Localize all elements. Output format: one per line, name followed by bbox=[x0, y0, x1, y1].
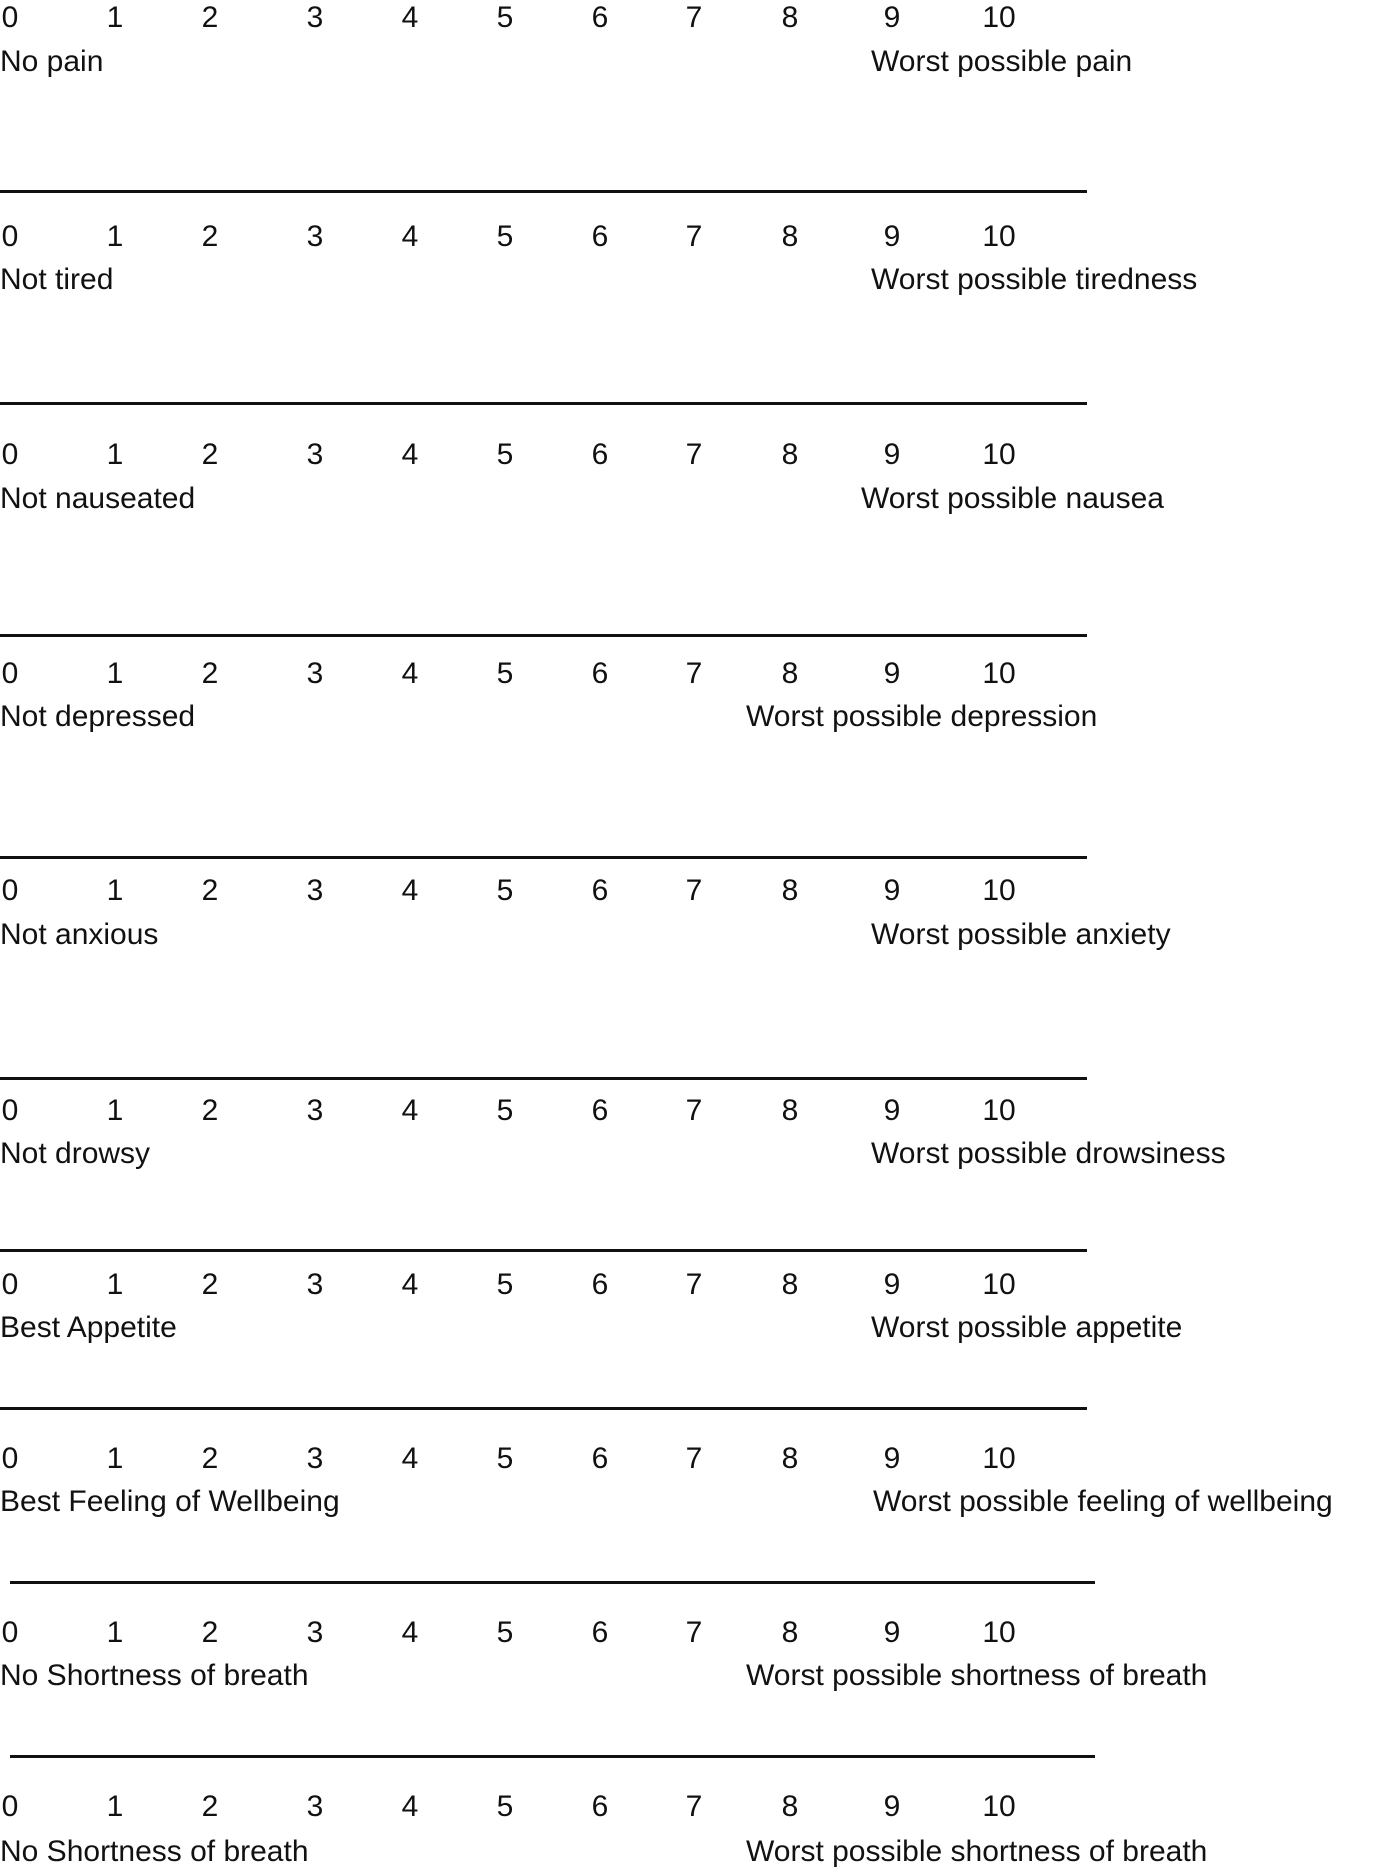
scale-number-6[interactable]: 6 bbox=[591, 1616, 609, 1649]
scale-number-0[interactable]: 0 bbox=[1, 1790, 19, 1823]
scale-number-7[interactable]: 7 bbox=[685, 1268, 703, 1301]
scale-number-4[interactable]: 4 bbox=[401, 1790, 419, 1823]
scale-number-10[interactable]: 10 bbox=[982, 1790, 1016, 1823]
scale-number-2[interactable]: 2 bbox=[201, 438, 219, 471]
scale-number-9[interactable]: 9 bbox=[883, 220, 901, 253]
scale-number-0[interactable]: 0 bbox=[1, 1094, 19, 1127]
scale-number-8[interactable]: 8 bbox=[781, 657, 799, 690]
left-anchor-label: Best Appetite bbox=[0, 1311, 177, 1344]
right-anchor-label: Worst possible tiredness bbox=[871, 263, 1198, 296]
scale-number-5[interactable]: 5 bbox=[496, 1442, 514, 1475]
scale-number-0[interactable]: 0 bbox=[1, 874, 19, 907]
right-anchor-label: Worst possible feeling of wellbeing bbox=[873, 1485, 1333, 1518]
scale-number-9[interactable]: 9 bbox=[883, 1790, 901, 1823]
scale-number-10[interactable]: 10 bbox=[982, 874, 1016, 907]
scale-number-8[interactable]: 8 bbox=[781, 438, 799, 471]
scale-number-2[interactable]: 2 bbox=[201, 1616, 219, 1649]
scale-number-3[interactable]: 3 bbox=[306, 1094, 324, 1127]
scale-number-4[interactable]: 4 bbox=[401, 220, 419, 253]
right-anchor-label: Worst possible shortness of breath bbox=[746, 1835, 1208, 1868]
scale-number-9[interactable]: 9 bbox=[883, 1616, 901, 1649]
left-anchor-label: Best Feeling of Wellbeing bbox=[0, 1485, 340, 1518]
scale-number-7[interactable]: 7 bbox=[685, 438, 703, 471]
scale-number-1[interactable]: 1 bbox=[106, 1616, 124, 1649]
scale-number-8[interactable]: 8 bbox=[781, 1, 799, 34]
scale-number-6[interactable]: 6 bbox=[591, 874, 609, 907]
scale-number-3[interactable]: 3 bbox=[306, 1268, 324, 1301]
scale-number-6[interactable]: 6 bbox=[591, 657, 609, 690]
scale-number-10[interactable]: 10 bbox=[982, 1, 1016, 34]
scale-number-9[interactable]: 9 bbox=[883, 1, 901, 34]
scale-number-10[interactable]: 10 bbox=[982, 1616, 1016, 1649]
scale-number-2[interactable]: 2 bbox=[201, 1268, 219, 1301]
scale-number-1[interactable]: 1 bbox=[106, 438, 124, 471]
scale-number-8[interactable]: 8 bbox=[781, 1442, 799, 1475]
scale-number-6[interactable]: 6 bbox=[591, 1790, 609, 1823]
scale-number-1[interactable]: 1 bbox=[106, 1094, 124, 1127]
scale-number-5[interactable]: 5 bbox=[496, 438, 514, 471]
scale-number-9[interactable]: 9 bbox=[883, 438, 901, 471]
right-anchor-label: Worst possible depression bbox=[746, 700, 1098, 733]
scale-number-3[interactable]: 3 bbox=[306, 874, 324, 907]
scale-number-3[interactable]: 3 bbox=[306, 657, 324, 690]
scale-number-5[interactable]: 5 bbox=[496, 657, 514, 690]
scale-number-8[interactable]: 8 bbox=[781, 874, 799, 907]
scale-number-0[interactable]: 0 bbox=[1, 1268, 19, 1301]
scale-number-0[interactable]: 0 bbox=[1, 1, 19, 34]
scale-number-0[interactable]: 0 bbox=[1, 657, 19, 690]
scale-number-1[interactable]: 1 bbox=[106, 874, 124, 907]
scale-number-4[interactable]: 4 bbox=[401, 1, 419, 34]
left-anchor-label: Not drowsy bbox=[0, 1137, 151, 1170]
scale-number-3[interactable]: 3 bbox=[306, 1, 324, 34]
scale-number-8[interactable]: 8 bbox=[781, 1268, 799, 1301]
scale-number-2[interactable]: 2 bbox=[201, 874, 219, 907]
scale-number-4[interactable]: 4 bbox=[401, 874, 419, 907]
right-anchor-label: Worst possible nausea bbox=[861, 482, 1164, 515]
divider-line bbox=[0, 856, 1087, 859]
scale-number-7[interactable]: 7 bbox=[685, 657, 703, 690]
scale-number-5[interactable]: 5 bbox=[496, 1790, 514, 1823]
scale-number-6[interactable]: 6 bbox=[591, 438, 609, 471]
right-anchor-label: Worst possible appetite bbox=[871, 1311, 1183, 1344]
scale-number-10[interactable]: 10 bbox=[982, 438, 1016, 471]
divider-line bbox=[0, 634, 1087, 637]
scale-number-0[interactable]: 0 bbox=[1, 1442, 19, 1475]
divider-line bbox=[0, 190, 1087, 193]
scale-number-9[interactable]: 9 bbox=[883, 1094, 901, 1127]
scale-number-9[interactable]: 9 bbox=[883, 1442, 901, 1475]
scale-number-5[interactable]: 5 bbox=[496, 1, 514, 34]
scale-number-4[interactable]: 4 bbox=[401, 1442, 419, 1475]
scale-number-5[interactable]: 5 bbox=[496, 220, 514, 253]
scale-number-5[interactable]: 5 bbox=[496, 1094, 514, 1127]
scale-number-2[interactable]: 2 bbox=[201, 1442, 219, 1475]
scale-number-3[interactable]: 3 bbox=[306, 220, 324, 253]
divider-line bbox=[0, 1077, 1087, 1080]
divider-line bbox=[0, 1249, 1087, 1252]
scale-number-10[interactable]: 10 bbox=[982, 1094, 1016, 1127]
scale-number-2[interactable]: 2 bbox=[201, 220, 219, 253]
scale-number-7[interactable]: 7 bbox=[685, 1616, 703, 1649]
scale-number-3[interactable]: 3 bbox=[306, 1790, 324, 1823]
scale-number-7[interactable]: 7 bbox=[685, 1, 703, 34]
right-anchor-label: Worst possible drowsiness bbox=[871, 1137, 1226, 1170]
divider-line bbox=[0, 1407, 1087, 1410]
scale-number-8[interactable]: 8 bbox=[781, 1094, 799, 1127]
scale-number-6[interactable]: 6 bbox=[591, 1, 609, 34]
scale-number-7[interactable]: 7 bbox=[685, 1790, 703, 1823]
left-anchor-label: Not anxious bbox=[0, 918, 159, 951]
scale-number-8[interactable]: 8 bbox=[781, 1790, 799, 1823]
left-anchor-label: Not nauseated bbox=[0, 482, 196, 515]
scale-number-2[interactable]: 2 bbox=[201, 657, 219, 690]
scale-number-5[interactable]: 5 bbox=[496, 1616, 514, 1649]
left-anchor-label: No Shortness of breath bbox=[0, 1835, 309, 1868]
divider-line bbox=[10, 1581, 1095, 1584]
scale-number-4[interactable]: 4 bbox=[401, 1616, 419, 1649]
scale-number-2[interactable]: 2 bbox=[201, 1, 219, 34]
left-anchor-label: Not tired bbox=[0, 263, 114, 296]
left-anchor-label: Not depressed bbox=[0, 700, 196, 733]
scale-number-3[interactable]: 3 bbox=[306, 1616, 324, 1649]
scale-number-10[interactable]: 10 bbox=[982, 1442, 1016, 1475]
right-anchor-label: Worst possible shortness of breath bbox=[746, 1659, 1208, 1692]
scale-number-9[interactable]: 9 bbox=[883, 657, 901, 690]
scale-number-4[interactable]: 4 bbox=[401, 438, 419, 471]
scale-number-1[interactable]: 1 bbox=[106, 220, 124, 253]
scale-number-7[interactable]: 7 bbox=[685, 1094, 703, 1127]
scale-number-7[interactable]: 7 bbox=[685, 1442, 703, 1475]
right-anchor-label: Worst possible anxiety bbox=[871, 918, 1171, 951]
scale-number-9[interactable]: 9 bbox=[883, 1268, 901, 1301]
scale-number-10[interactable]: 10 bbox=[982, 657, 1016, 690]
scale-number-1[interactable]: 1 bbox=[106, 1, 124, 34]
scale-number-3[interactable]: 3 bbox=[306, 1442, 324, 1475]
scale-number-3[interactable]: 3 bbox=[306, 438, 324, 471]
divider-line bbox=[0, 402, 1087, 405]
scale-number-5[interactable]: 5 bbox=[496, 874, 514, 907]
scale-number-7[interactable]: 7 bbox=[685, 874, 703, 907]
left-anchor-label: No pain bbox=[0, 45, 104, 78]
scale-number-1[interactable]: 1 bbox=[106, 1268, 124, 1301]
scale-number-2[interactable]: 2 bbox=[201, 1094, 219, 1127]
scale-number-8[interactable]: 8 bbox=[781, 1616, 799, 1649]
scale-number-2[interactable]: 2 bbox=[201, 1790, 219, 1823]
scale-number-6[interactable]: 6 bbox=[591, 1268, 609, 1301]
scale-number-5[interactable]: 5 bbox=[496, 1268, 514, 1301]
scale-number-1[interactable]: 1 bbox=[106, 657, 124, 690]
scale-number-0[interactable]: 0 bbox=[1, 220, 19, 253]
scale-number-10[interactable]: 10 bbox=[982, 1268, 1016, 1301]
scale-number-6[interactable]: 6 bbox=[591, 1094, 609, 1127]
scale-number-0[interactable]: 0 bbox=[1, 438, 19, 471]
scale-number-10[interactable]: 10 bbox=[982, 220, 1016, 253]
scale-number-1[interactable]: 1 bbox=[106, 1442, 124, 1475]
scale-number-4[interactable]: 4 bbox=[401, 1094, 419, 1127]
scale-number-6[interactable]: 6 bbox=[591, 220, 609, 253]
scale-number-4[interactable]: 4 bbox=[401, 657, 419, 690]
left-anchor-label: No Shortness of breath bbox=[0, 1659, 309, 1692]
scale-number-0[interactable]: 0 bbox=[1, 1616, 19, 1649]
scale-number-8[interactable]: 8 bbox=[781, 220, 799, 253]
scale-number-6[interactable]: 6 bbox=[591, 1442, 609, 1475]
right-anchor-label: Worst possible pain bbox=[871, 45, 1133, 78]
scale-number-7[interactable]: 7 bbox=[685, 220, 703, 253]
scale-number-9[interactable]: 9 bbox=[883, 874, 901, 907]
divider-line bbox=[10, 1755, 1095, 1758]
scale-number-4[interactable]: 4 bbox=[401, 1268, 419, 1301]
scale-number-1[interactable]: 1 bbox=[106, 1790, 124, 1823]
